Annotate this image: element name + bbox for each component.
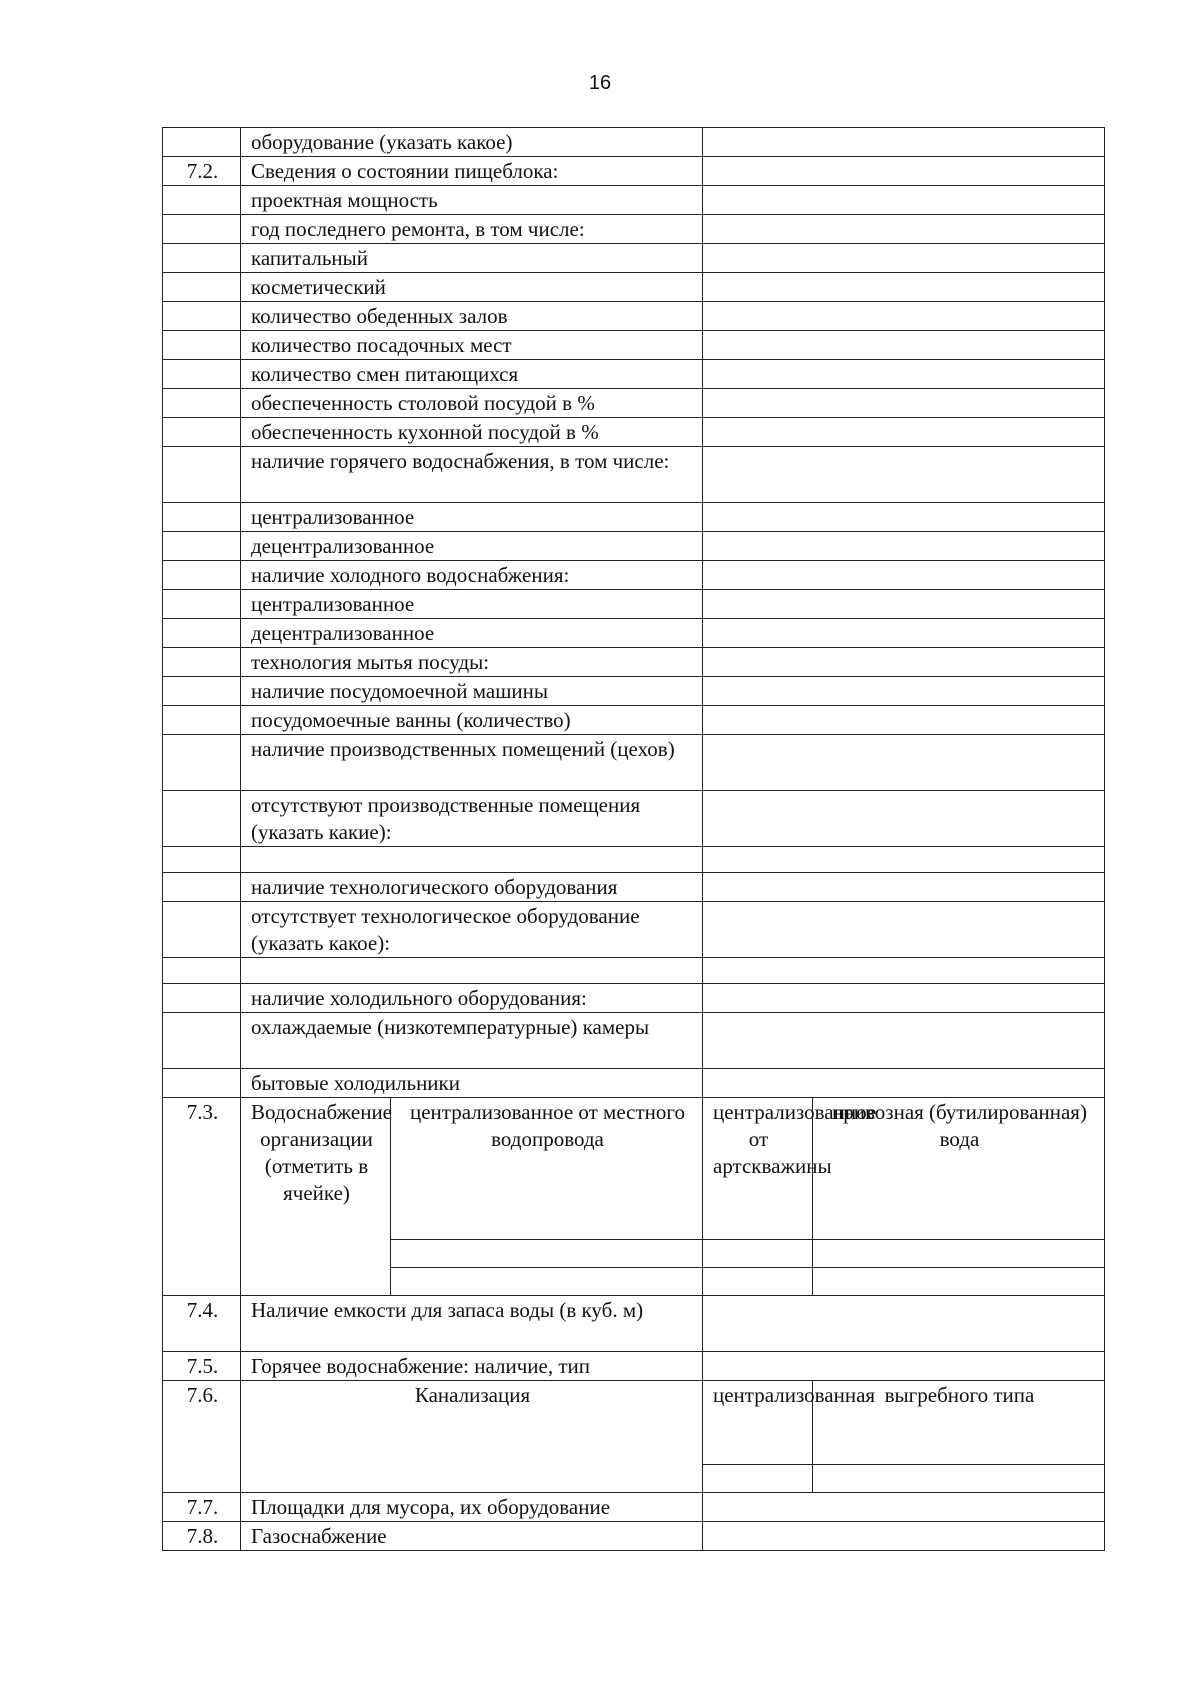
- row-label: количество обеденных залов: [241, 302, 703, 331]
- table-row: [163, 1522, 1105, 1551]
- row-number: [163, 619, 241, 648]
- row-label: Наличие емкости для запаса воды (в куб. м): [241, 1296, 703, 1352]
- value-cell[interactable]: [703, 1352, 1105, 1381]
- row-number: [163, 1069, 241, 1098]
- row-label: бытовые холодильники: [241, 1069, 703, 1098]
- row-number: [163, 331, 241, 360]
- value-cell[interactable]: [703, 677, 1105, 706]
- table-row: [163, 873, 1105, 902]
- table-row: [163, 677, 1105, 706]
- value-cell[interactable]: [703, 418, 1105, 447]
- table-row: [163, 447, 1105, 503]
- value-cell[interactable]: [703, 503, 1105, 532]
- value-cell[interactable]: [703, 532, 1105, 561]
- row-number: [163, 215, 241, 244]
- sewer-cell-cesspool[interactable]: [813, 1465, 1105, 1493]
- row-label: обеспеченность кухонной посудой в %: [241, 418, 703, 447]
- table-row: [163, 902, 1105, 958]
- value-cell[interactable]: [703, 1296, 1105, 1352]
- row-number: 7.7.: [163, 1493, 241, 1522]
- row-number: [163, 706, 241, 735]
- row-number: [163, 735, 241, 791]
- table-row: [163, 847, 1105, 873]
- value-cell[interactable]: [813, 1268, 1105, 1296]
- row-number: [163, 873, 241, 902]
- row-label: Горячее водоснабжение: наличие, тип: [241, 1352, 703, 1381]
- row-label: количество посадочных мест: [241, 331, 703, 360]
- value-cell[interactable]: [703, 215, 1105, 244]
- table-row: [163, 1098, 1105, 1240]
- table-row: [163, 706, 1105, 735]
- value-cell[interactable]: [703, 1522, 1105, 1551]
- row-label: Площадки для мусора, их оборудование: [241, 1493, 703, 1522]
- table-row: [163, 1493, 1105, 1522]
- form-table: [162, 127, 1105, 1551]
- row-number: [163, 244, 241, 273]
- row-number: [163, 847, 241, 873]
- row-label: год последнего ремонта, в том числе:: [241, 215, 703, 244]
- row-number: [163, 302, 241, 331]
- value-cell[interactable]: [703, 128, 1105, 157]
- table-row: [163, 360, 1105, 389]
- table-row: [163, 984, 1105, 1013]
- value-cell[interactable]: [703, 1493, 1105, 1522]
- row-number: [163, 503, 241, 532]
- row-label: [241, 847, 703, 873]
- table-row: [163, 590, 1105, 619]
- value-cell[interactable]: [703, 331, 1105, 360]
- table-row: [163, 503, 1105, 532]
- section-7-3-water: [163, 1098, 1105, 1296]
- row-label: отсутствует технологическое оборудование (указать какое):: [241, 902, 703, 958]
- value-cell[interactable]: [703, 902, 1105, 958]
- row-number: [163, 590, 241, 619]
- row-label: централизованное: [241, 503, 703, 532]
- sewer-label: Канализация: [241, 1381, 703, 1493]
- section-7-2-rows: [163, 128, 1105, 1098]
- table-row: [163, 186, 1105, 215]
- table-row: [163, 1381, 1105, 1465]
- row-number: [163, 902, 241, 958]
- value-cell[interactable]: [703, 1268, 813, 1296]
- row-label: косметический: [241, 273, 703, 302]
- water-cell-local-pipeline[interactable]: [391, 1240, 703, 1268]
- row-label: наличие технологического оборудования: [241, 873, 703, 902]
- value-cell[interactable]: [703, 157, 1105, 186]
- value-cell[interactable]: [703, 847, 1105, 873]
- value-cell[interactable]: [703, 791, 1105, 847]
- table-row: [163, 532, 1105, 561]
- row-label: капитальный: [241, 244, 703, 273]
- water-cell-bottled[interactable]: [813, 1240, 1105, 1268]
- row-number: [163, 360, 241, 389]
- value-cell[interactable]: [391, 1268, 703, 1296]
- row-label: обеспеченность столовой посудой в %: [241, 389, 703, 418]
- row-number: [163, 447, 241, 503]
- row-number: [163, 273, 241, 302]
- row-label: количество смен питающихся: [241, 360, 703, 389]
- value-cell[interactable]: [703, 1013, 1105, 1069]
- row-number: [163, 128, 241, 157]
- row-label: наличие горячего водоснабжения, в том числе:: [241, 447, 703, 503]
- value-cell[interactable]: [703, 561, 1105, 590]
- row-number: [163, 186, 241, 215]
- value-cell[interactable]: [703, 244, 1105, 273]
- water-cell-artesian-well[interactable]: [703, 1240, 813, 1268]
- row-label: децентрализованное: [241, 532, 703, 561]
- value-cell[interactable]: [703, 1069, 1105, 1098]
- value-cell[interactable]: [703, 648, 1105, 677]
- table-row: [163, 1013, 1105, 1069]
- table-row: [163, 958, 1105, 984]
- row-label: наличие холодильного оборудования:: [241, 984, 703, 1013]
- value-cell[interactable]: [703, 360, 1105, 389]
- row-label: оборудование (указать какое): [241, 128, 703, 157]
- row-number: [163, 791, 241, 847]
- value-cell[interactable]: [703, 873, 1105, 902]
- table-row: [163, 157, 1105, 186]
- sewer-cell-centralized[interactable]: [703, 1465, 813, 1493]
- table-row: [163, 735, 1105, 791]
- row-number: [163, 648, 241, 677]
- value-cell[interactable]: [703, 302, 1105, 331]
- row-number: [163, 958, 241, 984]
- value-cell[interactable]: [703, 590, 1105, 619]
- row-number: 7.6.: [163, 1381, 241, 1493]
- table-row: [163, 273, 1105, 302]
- table-row: [163, 1352, 1105, 1381]
- table-row: [163, 389, 1105, 418]
- sewer-col-centralized: централизованная: [703, 1381, 813, 1465]
- water-col-artesian-well: централизованное от артскважины: [703, 1098, 813, 1240]
- sewer-col-cesspool: выгребного типа: [813, 1381, 1105, 1465]
- water-col-local-pipeline: централизованное от местного водопровода: [391, 1098, 703, 1240]
- table-row: [163, 648, 1105, 677]
- table-row: [163, 791, 1105, 847]
- table-row: [163, 244, 1105, 273]
- row-label: Сведения о состоянии пищеблока:: [241, 157, 703, 186]
- table-row: [163, 331, 1105, 360]
- row-label: охлаждаемые (низкотемпературные) камеры: [241, 1013, 703, 1069]
- row-number: 7.4.: [163, 1296, 241, 1352]
- row-number: 7.3.: [163, 1098, 241, 1296]
- row-label: централизованное: [241, 590, 703, 619]
- row-number: 7.8.: [163, 1522, 241, 1551]
- water-supply-label: Водоснабжение организации (отметить в ячейке): [241, 1098, 391, 1296]
- row-number: [163, 389, 241, 418]
- value-cell[interactable]: [703, 389, 1105, 418]
- row-label: Газоснабжение: [241, 1522, 703, 1551]
- page-number: 16: [588, 72, 612, 94]
- row-label: отсутствуют производственные помещения (указать какие):: [241, 791, 703, 847]
- value-cell[interactable]: [703, 186, 1105, 215]
- value-cell[interactable]: [703, 735, 1105, 791]
- section-7-4-8: [163, 1296, 1105, 1551]
- row-number: [163, 418, 241, 447]
- value-cell[interactable]: [703, 447, 1105, 503]
- table-row: [163, 302, 1105, 331]
- row-label: наличие производственных помещений (цехов): [241, 735, 703, 791]
- table-row: [163, 1069, 1105, 1098]
- table-row: [163, 561, 1105, 590]
- value-cell[interactable]: [703, 619, 1105, 648]
- row-number: 7.2.: [163, 157, 241, 186]
- table-row: [163, 619, 1105, 648]
- row-number: [163, 1013, 241, 1069]
- row-number: [163, 677, 241, 706]
- row-label: [241, 958, 703, 984]
- row-label: проектная мощность: [241, 186, 703, 215]
- row-label: децентрализованное: [241, 619, 703, 648]
- table-row: [163, 418, 1105, 447]
- row-number: [163, 532, 241, 561]
- water-col-bottled: привозная (бутилированная) вода: [813, 1098, 1105, 1240]
- row-number: [163, 561, 241, 590]
- row-label: наличие холодного водоснабжения:: [241, 561, 703, 590]
- value-cell[interactable]: [703, 273, 1105, 302]
- row-label: посудомоечные ванны (количество): [241, 706, 703, 735]
- table-row: [163, 1296, 1105, 1352]
- row-number: [163, 984, 241, 1013]
- row-label: технология мытья посуды:: [241, 648, 703, 677]
- table-row: [163, 215, 1105, 244]
- row-number: 7.5.: [163, 1352, 241, 1381]
- value-cell[interactable]: [703, 958, 1105, 984]
- value-cell[interactable]: [703, 984, 1105, 1013]
- table-row: [163, 128, 1105, 157]
- value-cell[interactable]: [703, 706, 1105, 735]
- row-label: наличие посудомоечной машины: [241, 677, 703, 706]
